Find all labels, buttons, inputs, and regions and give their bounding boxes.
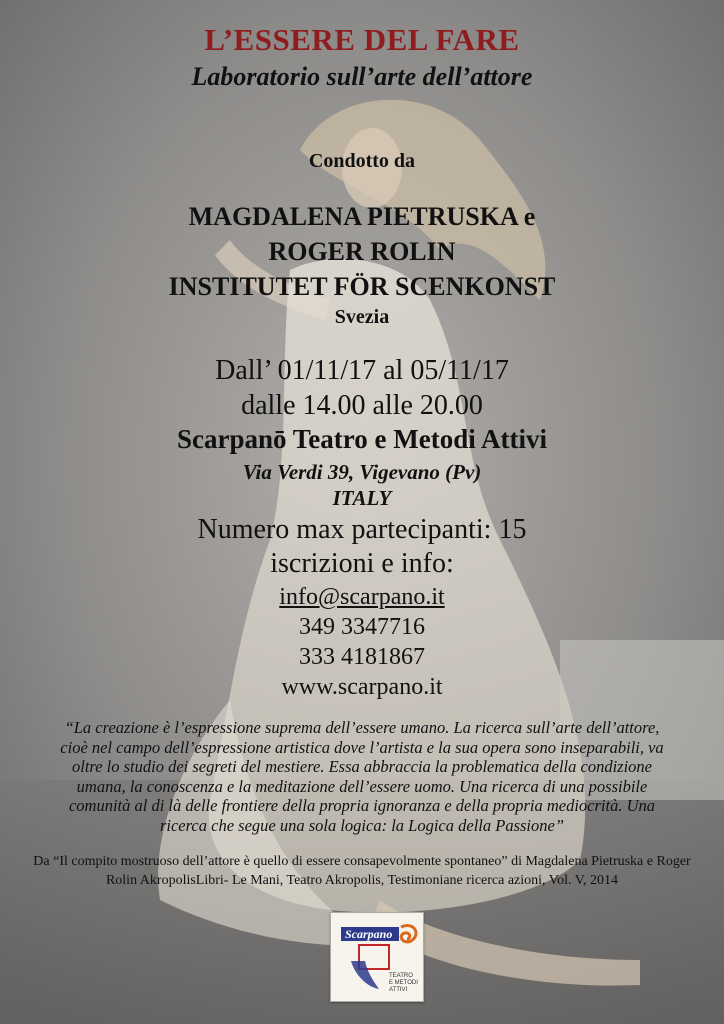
source-line: Da “Il compito mostruoso dell’attore è quello di essere consapevolmente spontaneo” di Magdalena Pietruska e Roger: [33, 854, 691, 869]
dates: Dall’ 01/11/17 al 05/11/17: [215, 355, 509, 386]
logo-small-line: E METODI: [389, 980, 418, 986]
poster-title: L’ESSERE DEL FARE: [204, 22, 520, 57]
quote-line: cioè nel campo dell’espressione artistica dove l’artista e la sua opera sono inseparabili, va: [60, 737, 664, 757]
logo-graphic: [331, 913, 423, 1001]
quote-line: “La creazione è l’espressione suprema dell’essere umano. La ricerca sull’arte dell’attore,: [64, 718, 660, 737]
logo-small-line: TEATRO: [389, 973, 413, 979]
logo-small-line: ATTIVI: [389, 987, 408, 993]
names-line-1: MAGDALENA PIETRUSKA e: [188, 202, 536, 231]
venue-name: Scarpanō Teatro e Metodi Attivi: [177, 424, 547, 454]
logo-wordmark: Scarpano: [345, 927, 393, 941]
institute-name: INSTITUTET FÖR SCENKONST: [168, 272, 556, 301]
phone-2: 333 4181867: [299, 644, 425, 670]
quote-line: oltre lo studio dei segreti del mestiere. Essa abbraccia la problematica della condizione: [71, 757, 652, 776]
country: Svezia: [334, 306, 390, 328]
email-link[interactable]: info@scarpano.it: [279, 584, 445, 610]
names-line-2: ROGER ROLIN: [268, 237, 456, 266]
quote-block: [26, 718, 698, 835]
website-link[interactable]: www.scarpano.it: [281, 674, 443, 700]
quote-line: umana, la conoscenza e la meditazione dell’essere uomo. Una ricerca di una possibile: [76, 776, 648, 796]
nation: ITALY: [332, 486, 392, 510]
max-participants: Numero max partecipanti: 15: [197, 514, 527, 545]
address: Via Verdi 39, Vigevano (Pv): [242, 460, 482, 484]
poster-subtitle: Laboratorio sull’arte dell’attore: [191, 62, 533, 91]
hours: dalle 14.00 alle 20.00: [241, 390, 483, 421]
source-line: Rolin AkropolisLibri- Le Mani, Teatro Akropolis, Testimoniane ricerca azioni, Vol. V, 2014: [105, 873, 619, 888]
registration-label: iscrizioni e info:: [270, 548, 454, 579]
source-citation: [8, 852, 716, 890]
quote-line: ricerca che segue una sola logica: la Logica della Passione”: [159, 815, 565, 835]
conducted-by: Condotto da: [308, 150, 416, 172]
scarpano-logo: [330, 912, 424, 1002]
phone-1: 349 3347716: [299, 614, 425, 640]
quote-line: comunità al di là delle frontiere della propria ignoranza e della propria mediocrità. Una: [68, 796, 655, 815]
